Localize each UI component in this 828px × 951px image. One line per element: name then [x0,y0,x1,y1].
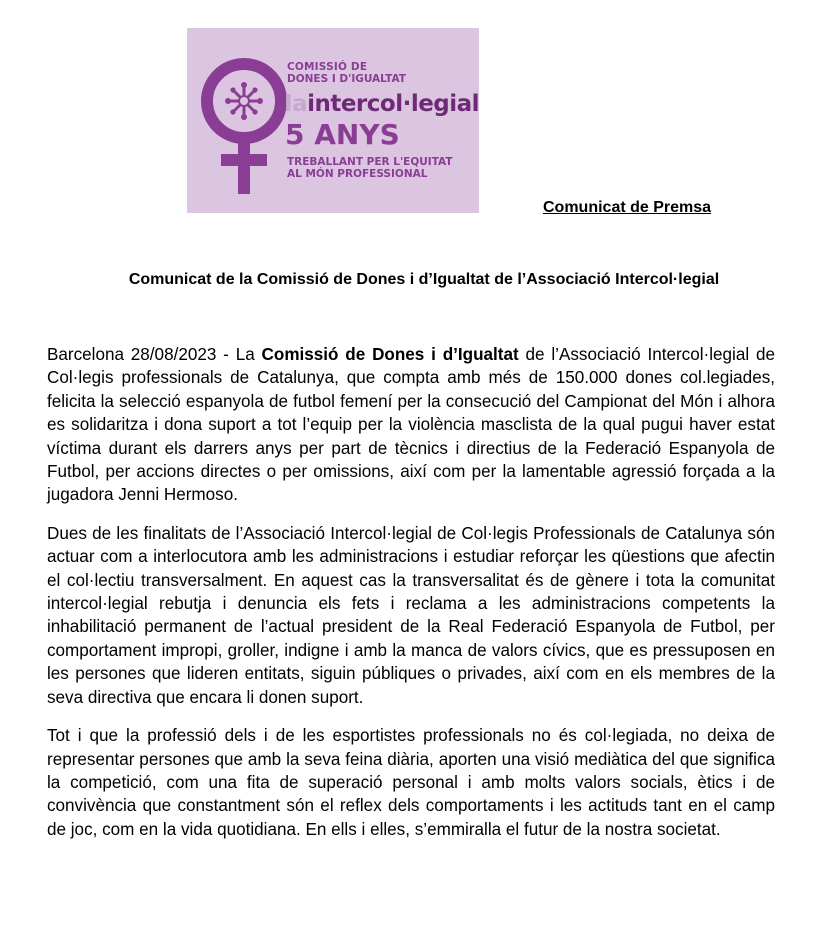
paragraph-1-bold: Comissió de Dones i d’Igualtat [261,345,519,364]
document-body [47,343,775,856]
logo-line-2: DONES I D'IGUALTAT [287,73,406,85]
logo-line-1: COMISSIÓ DE [287,61,368,73]
paragraph-3: Tot i que la professió dels i de les esportistes professionals no és col·legiada, no deixa de representar persones que amb la seva feina diària, aporten una visió mediàtica del que significa la competició, com una fita de superació personal i amb molts valors socials, ètics i de convivència que constantment són el reflex dels comportaments i les actituds tant en el camp de joc, com en la vida quotidiana. En ells i elles, s’emmiralla el futur de la nostra societat. [47,726,775,839]
press-release-label: Comunicat de Premsa [543,199,712,216]
paragraph-1-rest: de l’Associació Intercol·legial de Col·legis professionals de Catalunya, que compta amb més de 150.000 dones col.legiades, felicita la selecció espanyola de futbol femení per la consecució del Campionat del Món i alhora es solidaritza i dona suport a tot l’equip per la violència masclista de la qual pugui haver estat víctima durant els darrers anys per part de tècnics i directius de la Federació Espanyola de Futbol, per accions directes o per omissions, així com per la lamentable agressió forçada a la jugadora Jenni Hermoso. [47,345,775,505]
logo-tagline-2: AL MÓN PROFESSIONAL [287,168,428,180]
logo-brand [284,91,479,117]
logo-brand-name: intercol·legial [307,91,480,117]
logo-brand-prefix: Ia [284,91,308,117]
logo-tagline-1: TREBALLANT PER L'EQUITAT [287,156,453,168]
paragraph-1 [47,343,775,507]
paragraph-2: Dues de les finalitats de l’Associació Intercol·legial de Col·legis Professionals de Catalunya són actuar com a interlocutora amb les administracions i estudiar reforçar les qüestions que afectin el col·lectiu transversalment. En aquest cas la transversalitat és de gènere i tota la comunitat intercol·legial rebutja i denuncia els fets i reclama a les administracions competents la inhabilitació permanent de l’actual president de la Real Federació Espanyola de Futbol, per comportament impropi, groller, indigne i amb la manca de valors cívics, que es pressuposen en les persones que lideren entitats, siguin públiques o privades, així com en els membres de la seva directiva que encara li donen suport. [47,523,775,707]
organization-logo [187,28,479,213]
logo-years: 5 ANYS [285,118,400,151]
document-title: Comunicat de la Comissió de Dones i d’Igualtat de l’Associació Intercol·legial [128,271,720,288]
paragraph-1-lead: Barcelona 28/08/2023 - La [47,345,262,364]
